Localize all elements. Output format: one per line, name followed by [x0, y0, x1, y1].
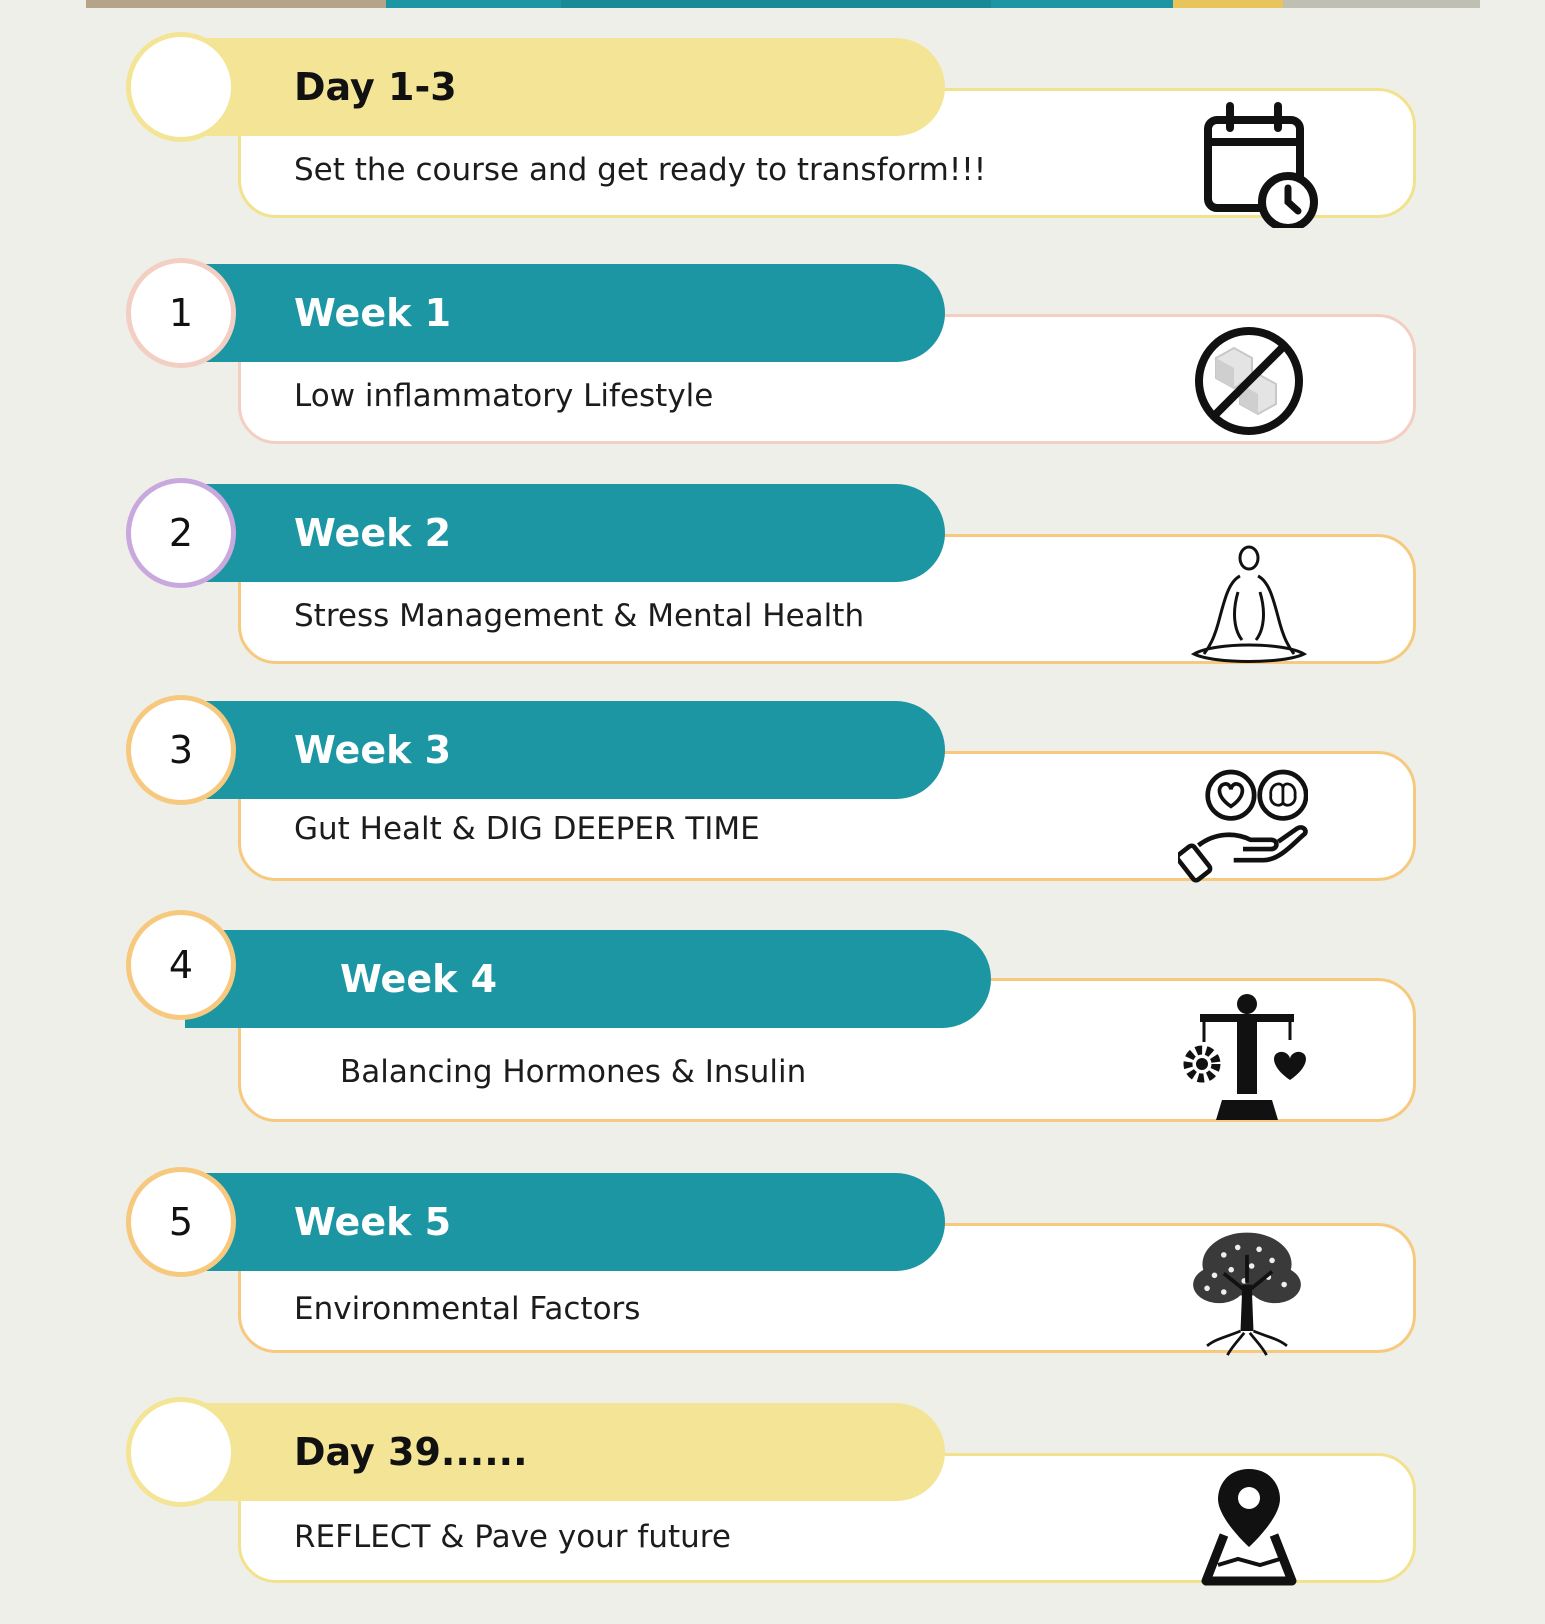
item-header-band [185, 930, 991, 1028]
item-title: Week 2 [294, 511, 452, 555]
item-title: Week 3 [294, 728, 452, 772]
tree-icon [1182, 1227, 1312, 1357]
item-title: Day 39...... [294, 1430, 528, 1474]
item-description: Low inflammatory Lifestyle [294, 378, 714, 414]
step-circle: 1 [126, 258, 236, 368]
item-title: Day 1-3 [294, 65, 457, 109]
step-circle [126, 1397, 236, 1507]
calendar-clock-icon [1190, 98, 1320, 228]
step-circle: 3 [126, 695, 236, 805]
item-description: Environmental Factors [294, 1291, 641, 1327]
header-image-strip [86, 0, 1480, 8]
no-sugar-icon [1184, 316, 1314, 446]
item-title: Week 5 [294, 1200, 452, 1244]
hand-heart-brain-icon [1178, 759, 1308, 889]
step-circle: 5 [126, 1167, 236, 1277]
item-description: REFLECT & Pave your future [294, 1519, 731, 1555]
item-description: Stress Management & Mental Health [294, 598, 865, 634]
item-title: Week 1 [294, 291, 452, 335]
step-circle: 2 [126, 478, 236, 588]
item-description: Balancing Hormones & Insulin [340, 1054, 807, 1090]
step-circle: 4 [126, 910, 236, 1020]
meditation-icon [1184, 542, 1314, 672]
step-circle [126, 32, 236, 142]
item-description: Set the course and get ready to transform!!! [294, 152, 987, 188]
item-title: Week 4 [340, 957, 498, 1001]
item-description: Gut Healt & DIG DEEPER TIME [294, 811, 760, 847]
map-pin-icon [1184, 1465, 1314, 1595]
balance-scale-icon [1182, 992, 1312, 1122]
